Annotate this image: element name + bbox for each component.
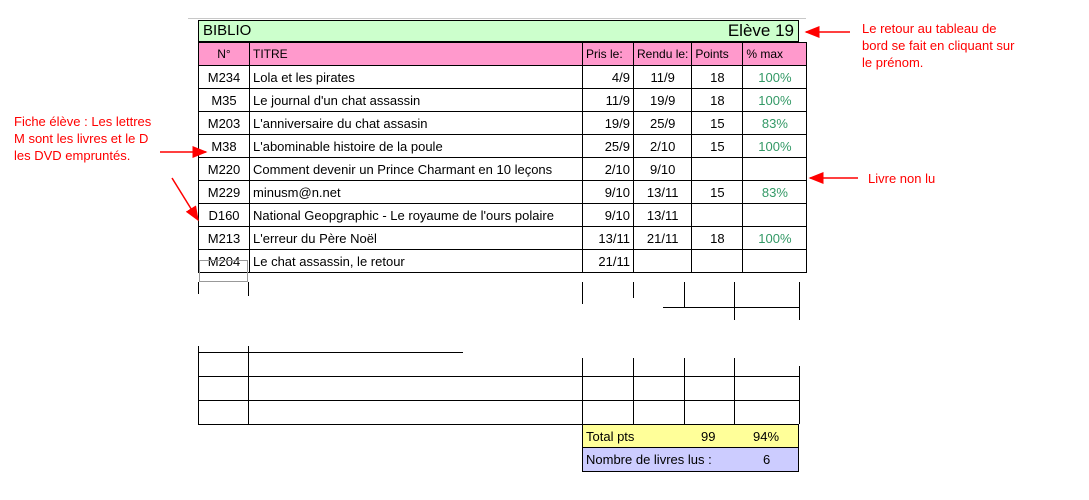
cell-titre[interactable]: National Geopgraphic - Le royaume de l'ours polaire [250,204,583,227]
total-points-value: 99 [701,429,716,444]
sheet-title: BIBLIO [203,22,252,39]
header-points: Points [692,43,743,66]
cell-no[interactable]: M35 [199,89,250,112]
cell-no[interactable]: M203 [199,112,250,135]
header-no: N° [199,43,250,66]
annotation-mid: Livre non lu [868,171,936,186]
annotation-left-line: Fiche élève : Les lettres [14,114,152,129]
cell-titre[interactable]: minusm@n.net [250,181,583,204]
cell-titre[interactable]: Lola et les pirates [250,66,583,89]
cell-pris[interactable]: 19/9 [583,112,634,135]
cell-points[interactable]: 18 [692,66,743,89]
annotation-top-line: le prénom. [862,55,924,70]
cell-pct[interactable]: 83% [743,112,807,135]
cell-points[interactable]: 15 [692,112,743,135]
cell-pris[interactable]: 21/11 [583,250,634,273]
cell-titre[interactable]: Le chat assassin, le retour [250,250,583,273]
cell-pris[interactable]: 9/10 [583,181,634,204]
header-pct: % max [743,43,807,66]
arrow-to-d160 [172,178,198,220]
cell-no[interactable]: M234 [199,66,250,89]
cell-rendu[interactable]: 11/9 [634,66,692,89]
cell-no[interactable]: D160 [199,204,250,227]
cell-titre[interactable]: Comment devenir un Prince Charmant en 10 leçons [250,158,583,181]
cell-points[interactable]: 18 [692,89,743,112]
annotation-left-line: les DVD empruntés. [14,148,131,163]
cell-rendu[interactable]: 21/11 [634,227,692,250]
cell-points[interactable]: 15 [692,135,743,158]
cell-rendu[interactable]: 2/10 [634,135,692,158]
header-rendu: Rendu le: [634,43,692,66]
annotation-top-line: bord se fait en cliquant sur [862,38,1015,53]
total-pct-value: 94% [753,429,780,444]
cell-rendu[interactable]: 25/9 [634,112,692,135]
cell-titre[interactable]: L'anniversaire du chat assasin [250,112,583,135]
cell-points[interactable]: 15 [692,181,743,204]
cell-rendu[interactable]: 9/10 [634,158,692,181]
cell-pct[interactable]: 100% [743,66,807,89]
annotation-top-line: Le retour au tableau de [862,21,997,36]
cell-rendu[interactable]: 13/11 [634,181,692,204]
cell-no[interactable]: M38 [199,135,250,158]
cell-no[interactable]: M220 [199,158,250,181]
header-pris: Pris le: [583,43,634,66]
cell-no[interactable]: M204 [199,250,250,273]
cell-pris[interactable]: 11/9 [583,89,634,112]
cell-titre[interactable]: L'erreur du Père Noël [250,227,583,250]
cell-rendu[interactable]: 19/9 [634,89,692,112]
cell-no[interactable]: M229 [199,181,250,204]
books-read-value: 6 [763,452,771,467]
annotation-left-line: M sont les livres et le D [14,131,149,146]
cell-no[interactable]: M213 [199,227,250,250]
cell-titre[interactable]: Le journal d'un chat assassin [250,89,583,112]
cell-points[interactable]: 18 [692,227,743,250]
cell-titre[interactable]: L'abominable histoire de la poule [250,135,583,158]
cell-rendu[interactable]: 13/11 [634,204,692,227]
cell-pct[interactable]: 100% [743,89,807,112]
books-read-label: Nombre de livres lus : [586,452,712,467]
cell-pris[interactable]: 2/10 [583,158,634,181]
total-label: Total pts [586,429,635,444]
cell-pris[interactable]: 25/9 [583,135,634,158]
student-name-link[interactable]: Elève 19 [727,21,794,40]
cell-pct[interactable]: 100% [743,135,807,158]
header-titre: TITRE [250,43,583,66]
cell-pris[interactable]: 4/9 [583,66,634,89]
cell-pct[interactable]: 83% [743,181,807,204]
cell-pct[interactable]: 100% [743,227,807,250]
cell-pris[interactable]: 13/11 [583,227,634,250]
cell-pris[interactable]: 9/10 [583,204,634,227]
